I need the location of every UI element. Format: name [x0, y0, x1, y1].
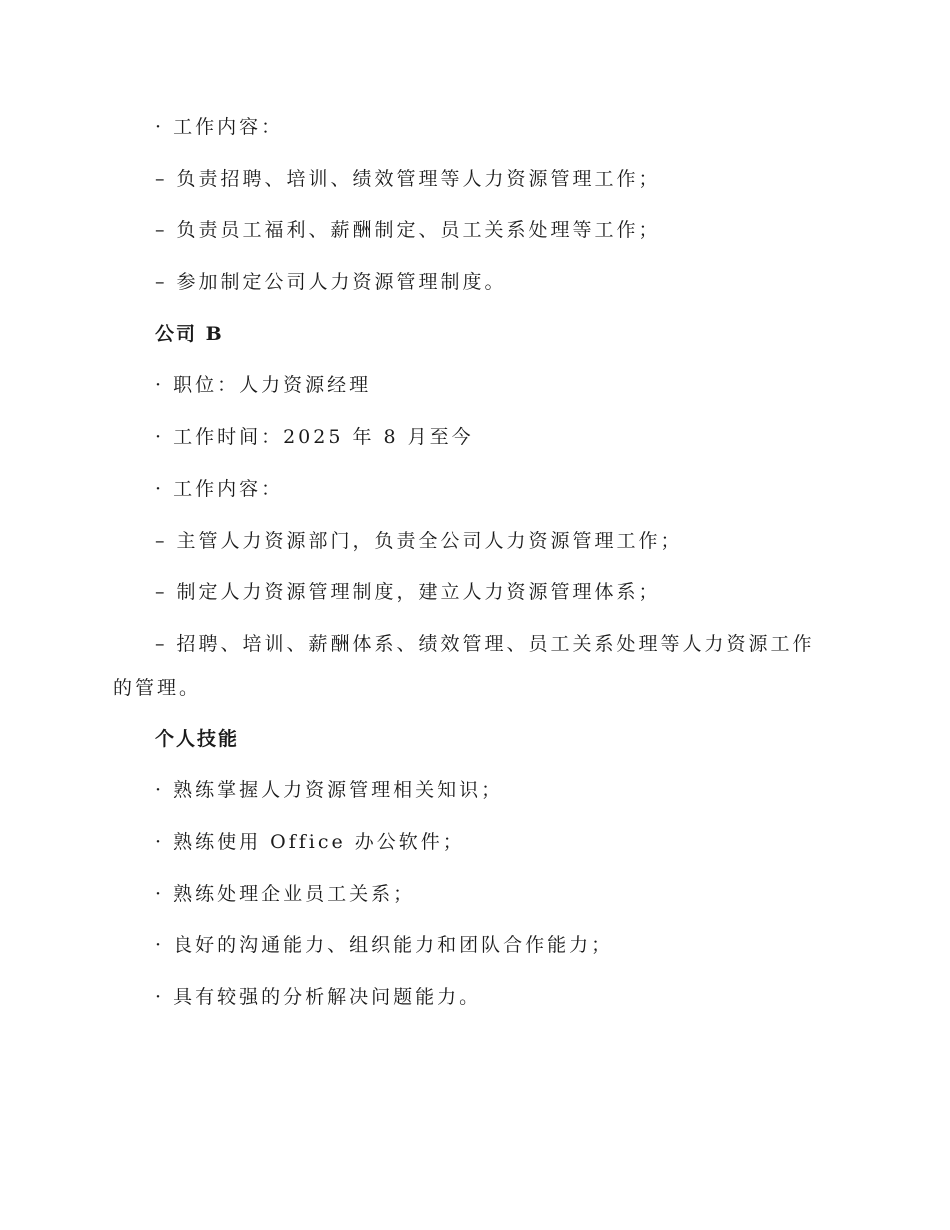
skills-heading: 个人技能: [155, 728, 240, 750]
skill-item: · 熟练掌握人力资源管理相关知识；: [155, 779, 504, 801]
skill-item: · 具有较强的分析解决问题能力。: [155, 986, 482, 1008]
skill-item: · 良好的沟通能力、组织能力和团队合作能力；: [155, 934, 614, 956]
company-b-heading: 公司 B: [155, 323, 224, 345]
company-a-duties-label: · 工作内容：: [155, 116, 284, 138]
company-a-duty-item: – 负责员工福利、薪酬制定、员工关系处理等工作；: [155, 219, 661, 241]
company-b-duty-item: – 招聘、培训、薪酬体系、绩效管理、员工关系处理等人力资源工作的管理。: [113, 633, 815, 699]
company-b-period: · 工作时间：2025 年 8 月至今: [155, 426, 474, 448]
company-a-duty-item: – 参加制定公司人力资源管理制度。: [155, 271, 507, 293]
skill-item: · 熟练使用 Office 办公软件；: [155, 831, 465, 853]
company-b-position: · 职位：人力资源经理: [155, 374, 372, 396]
company-b-duty-item: – 主管人力资源部门，负责全公司人力资源管理工作；: [155, 530, 683, 552]
company-b-duty-item: – 制定人力资源管理制度，建立人力资源管理体系；: [155, 581, 661, 603]
company-b-duties-label: · 工作内容：: [155, 478, 284, 500]
skill-item: · 熟练处理企业员工关系；: [155, 883, 416, 905]
company-a-duty-item: – 负责招聘、培训、绩效管理等人力资源管理工作；: [155, 168, 661, 190]
